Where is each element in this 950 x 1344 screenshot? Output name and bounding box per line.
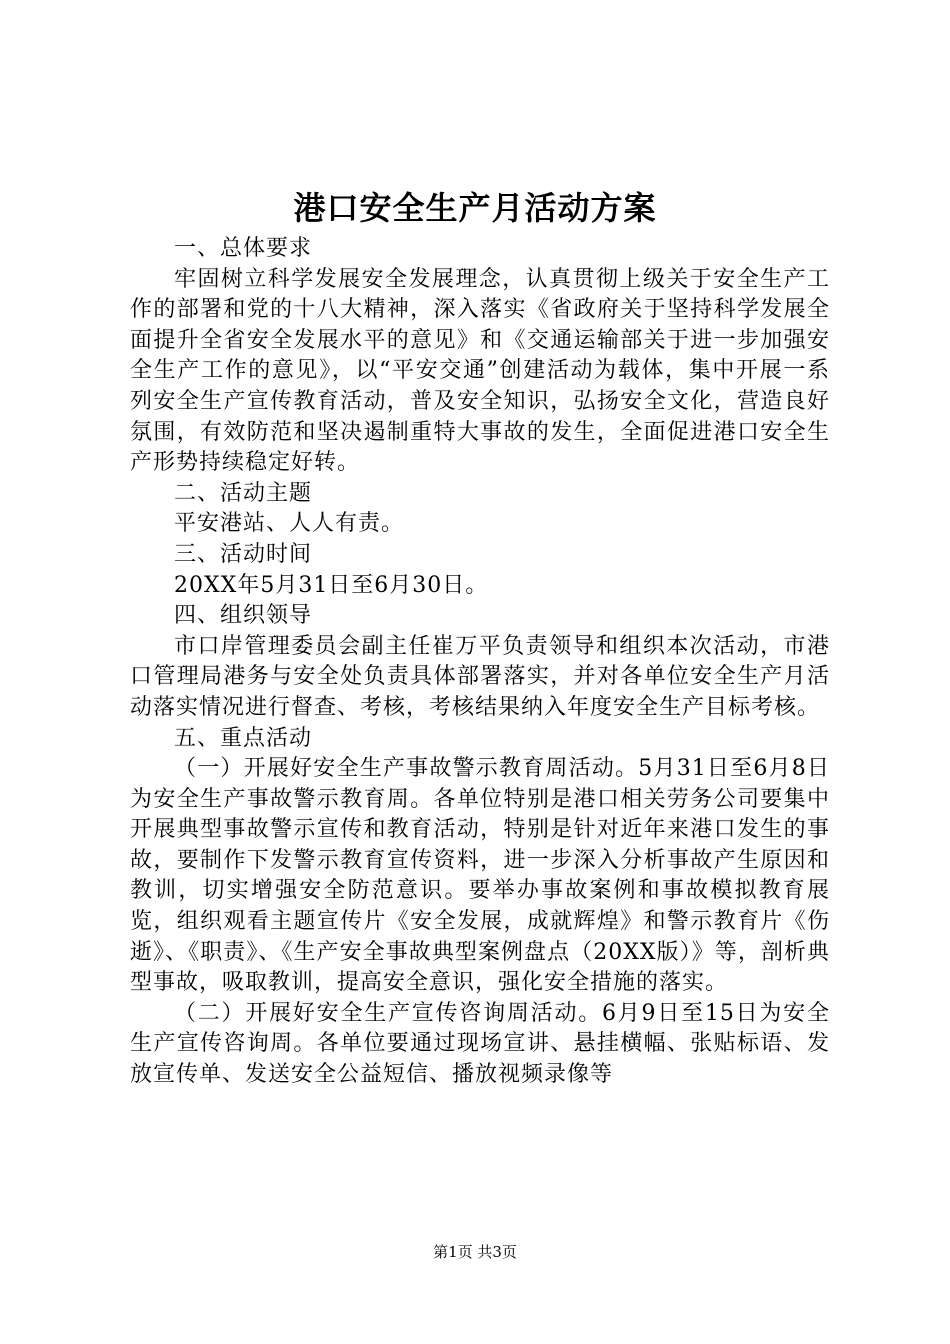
page-footer: 第1页 共3页: [433, 1243, 517, 1261]
section-heading-theme: 二、活动主题: [174, 480, 313, 506]
paragraph-general-requirements: 牢固树立科学发展安全发展理念，认真贯彻上级关于安全生产工作的部署和党的十八大精神，深入落实《省政府关于坚持科学发展全面提升全省安全发展水平的意见》和《交通运输部关于进一步加强安全生产工作的意见》，以“平安交通”创建活动为载体，集中开展一系列安全生产宣传教育活动，普及安全知识，弘扬安全文化，营造良好氛围，有效防范和坚决遏制重特大事故的发生，全面促进港口安全生产形势持续稳定好转。: [130, 266, 830, 476]
section-heading-leadership: 四、组织领导: [174, 603, 313, 629]
document-title: 港口安全生产月活动方案: [293, 189, 657, 227]
time-text: 20XX年5月31日至6月30日。: [174, 572, 489, 598]
section-heading-key-activities: 五、重点活动: [174, 725, 313, 751]
theme-text: 平安港站、人人有责。: [174, 511, 405, 537]
paragraph-activity-2: （二）开展好安全生产宣传咨询周活动。6月9日至15日为安全生产宣传咨询周。各单位要通过现场宣讲、悬挂横幅、张贴标语、发放宣传单、发送安全公益短信、播放视频录像等: [130, 1000, 830, 1088]
section-heading-general-requirements: 一、总体要求: [174, 236, 313, 261]
paragraph-activity-1: （一）开展好安全生产事故警示教育周活动。5月31日至6月8日为安全生产事故警示教育周。各单位特别是港口相关劳务公司要集中开展典型事故警示宣传和教育活动，特别是针对近年来港口发生的事故，要制作下发警示教育宣传资料，进一步深入分析事故产生原因和教训，切实增强安全防范意识。要举办事故案例和事故模拟教育展览，组织观看主题宣传片《安全发展，成就辉煌》和警示教育片《伤逝》、《职责》、《生产安全事故典型案例盘点（20XX版）》等，剖析典型事故，吸取教训，提高安全意识，强化安全措施的落实。: [130, 756, 830, 996]
section-heading-time: 三、活动时间: [174, 541, 313, 567]
document-body: [130, 234, 830, 1091]
paragraph-leadership: 市口岸管理委员会副主任崔万平负责领导和组织本次活动，市港口管理局港务与安全处负责具体部署落实，并对各单位安全生产月活动落实情况进行督查、考核，考核结果纳入年度安全生产目标考核。: [130, 633, 830, 720]
